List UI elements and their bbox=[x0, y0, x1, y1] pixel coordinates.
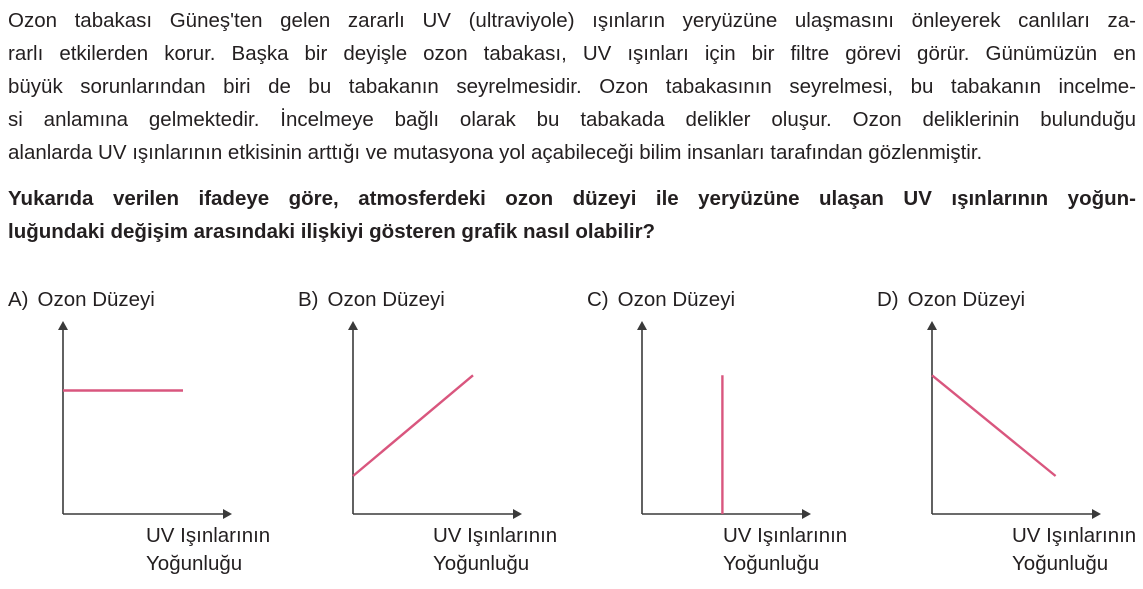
option-a[interactable] bbox=[8, 285, 288, 585]
option-c[interactable] bbox=[587, 285, 867, 585]
series-line bbox=[932, 375, 1056, 476]
y-axis-label: Ozon Düzeyi bbox=[617, 288, 735, 311]
y-axis-arrow bbox=[58, 321, 68, 330]
y-axis-arrow bbox=[348, 321, 358, 330]
option-letter: C) bbox=[587, 288, 609, 311]
y-axis-label: Ozon Düzeyi bbox=[907, 288, 1025, 311]
passage-line: Ozon tabakası Güneş'ten gelen zararlı UV (ultraviyole) ışınların yeryüzüne ulaşmasını önleyerek canlıları za- bbox=[8, 9, 1136, 32]
x-axis-arrow bbox=[802, 509, 811, 519]
x-axis-arrow bbox=[513, 509, 522, 519]
x-axis-label: UV Işınlarının Yoğunluğu bbox=[1012, 524, 1137, 575]
passage-line: rarlı etkilerden korur. Başka bir deyişle ozon tabakası, UV ışınları için bir filtre görevi görür. Günümüzün en bbox=[8, 42, 1136, 65]
x-axis-arrow bbox=[1092, 509, 1101, 519]
question-text bbox=[8, 182, 1136, 248]
option-letter: B) bbox=[298, 288, 319, 311]
series-line bbox=[353, 375, 473, 476]
question-line: Yukarıda verilen ifadeye göre, atmosferdeki ozon düzeyi ile yeryüzüne ulaşan UV ışınlarının yoğun- bbox=[8, 187, 1136, 210]
option-letter: D) bbox=[877, 288, 899, 311]
question-line: luğundaki değişim arasındaki ilişkiyi gösteren grafik nasıl olabilir? bbox=[8, 220, 656, 243]
passage-line: büyük sorunlarından biri de bu tabakanın seyrelmesidir. Ozon tabakasının seyrelmesi, bu tabakanın incelme- bbox=[8, 75, 1136, 98]
x-axis-label: UV Işınlarının Yoğunluğu bbox=[723, 524, 848, 575]
option-d[interactable] bbox=[877, 285, 1143, 585]
chart-b bbox=[298, 285, 578, 525]
x-axis-label: UV Işınlarının Yoğunluğu bbox=[433, 524, 558, 575]
chart-c bbox=[587, 285, 867, 525]
x-axis-arrow bbox=[223, 509, 232, 519]
x-axis-label: UV Işınlarının Yoğunluğu bbox=[146, 524, 271, 575]
y-axis-label: Ozon Düzeyi bbox=[327, 288, 445, 311]
option-letter: A) bbox=[8, 288, 29, 311]
chart-d bbox=[877, 285, 1143, 525]
passage-text bbox=[8, 4, 1136, 169]
y-axis-arrow bbox=[637, 321, 647, 330]
passage-line: alanlarda UV ışınlarının etkisinin arttığı ve mutasyona yol açabileceği bilim insanları tarafından gözlenmiştir. bbox=[8, 141, 983, 164]
option-b[interactable] bbox=[298, 285, 578, 585]
y-axis-label: Ozon Düzeyi bbox=[37, 288, 155, 311]
chart-a bbox=[8, 285, 288, 525]
passage-line: si anlamına gelmektedir. İncelmeye bağlı olarak bu tabakada delikler oluşur. Ozon deliklerinin bulunduğu bbox=[8, 108, 1136, 131]
y-axis-arrow bbox=[927, 321, 937, 330]
